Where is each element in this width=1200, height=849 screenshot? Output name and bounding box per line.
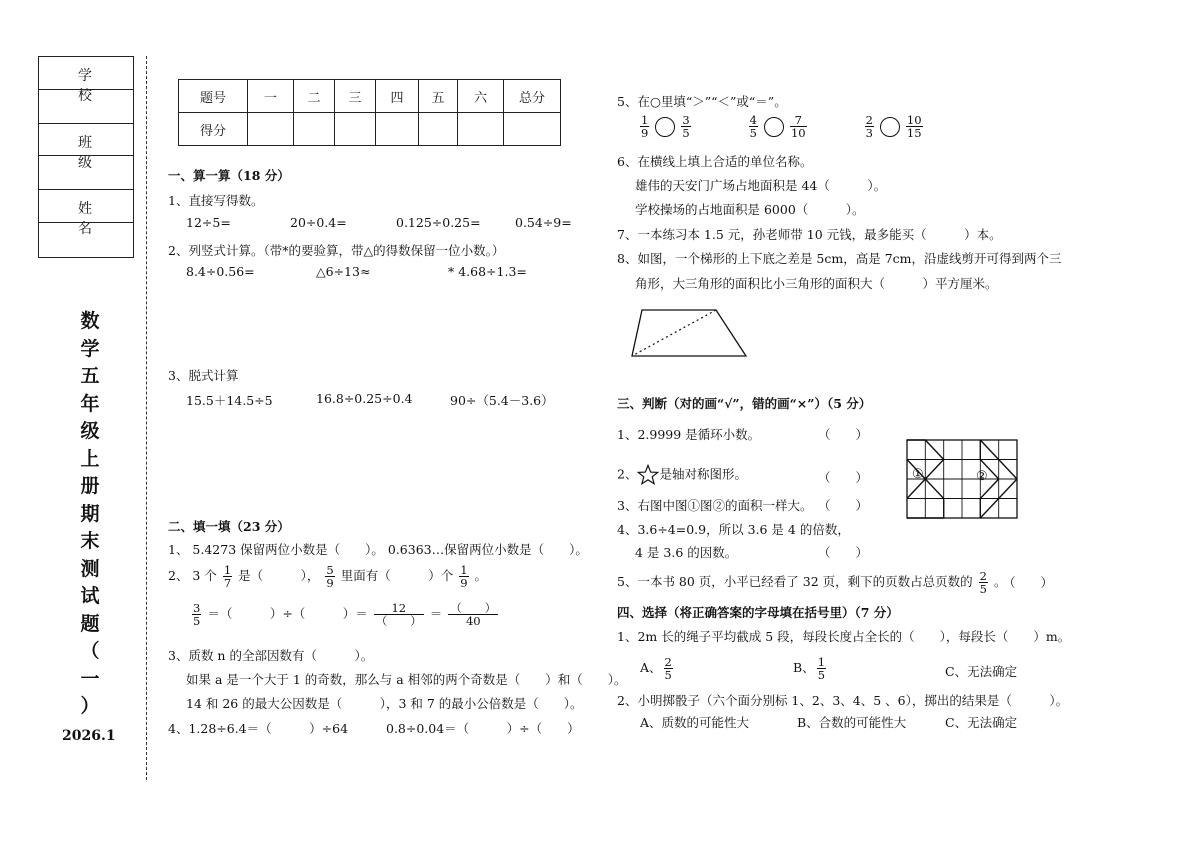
score-header-cell: 三 — [335, 80, 376, 113]
student-info-box — [38, 56, 146, 258]
s3-q4-line: 4、3.6÷4=0.9，所以 3.6 是 4 的倍数， — [617, 522, 850, 537]
star-icon — [637, 464, 659, 486]
school-label: 学 校 — [78, 68, 146, 104]
score-header-cell: 四 — [376, 80, 419, 113]
s2-q8-line: 8、如图，一个梯形的上下底之差是 5cm，高是 7cm，沿虚线剪开可得到两个三 — [617, 251, 1062, 266]
s2-q5-label: 5、在○里填“＞”“＜”或“＝”。 — [617, 94, 787, 109]
s2-q6-line: 6、在横线上填上合适的单位名称。 — [617, 154, 813, 169]
s4-q2-option-a[interactable]: A、质数的可能性大 — [640, 715, 750, 730]
section-2-heading: 二、填一填（23 分） — [168, 519, 290, 534]
s3-q3: 3、右图中图①图②的面积一样大。 — [617, 498, 813, 513]
s4-q2: 2、小明掷骰子（六个面分别标 1、2、3、4、5 、6），掷出的结果是（ ）。 — [617, 693, 1069, 708]
s1-q1-item: 20÷0.4= — [290, 215, 347, 230]
school-field[interactable] — [39, 57, 146, 124]
score-header-cell: 五 — [419, 80, 458, 113]
name-label: 姓 名 — [78, 201, 146, 238]
s2-q3-line: 3、质数 n 的全部因数有（ ）。 — [168, 648, 374, 663]
score-cell[interactable] — [335, 113, 376, 146]
s4-q1: 1、2m 长的绳子平均截成 5 段，每段长度占全长的（ ），每段长（ ）m。 — [617, 629, 1071, 644]
score-header-cell: 一 — [248, 80, 294, 113]
score-header-row — [179, 80, 561, 113]
figure-2-label: ② — [976, 469, 988, 484]
s3-q5-answer[interactable]: （ ） — [1003, 575, 1054, 590]
grid-figure — [906, 439, 1018, 519]
exam-date: 2026.1 — [62, 728, 116, 744]
binding-line — [146, 56, 147, 780]
class-field[interactable] — [39, 124, 146, 191]
s4-q1-option-b[interactable]: B、 $\frac{1}{5}$ — [793, 655, 826, 683]
compare-circle[interactable] — [764, 117, 784, 137]
s2-q8-line: 角形，大三角形的面积比小三角形的面积大（ ）平方厘米。 — [635, 276, 998, 291]
s4-q2-option-c[interactable]: C、无法确定 — [945, 715, 1018, 730]
s1-q3-item: 16.8÷0.25÷0.4 — [316, 391, 413, 406]
s3-q1: 1、2.9999 是循环小数。 — [617, 427, 761, 442]
s3-q4-answer[interactable]: （ ） — [818, 545, 869, 560]
compare-circle[interactable] — [655, 117, 675, 137]
s2-q4-item: 0.8÷0.04＝（ ）÷（ ） — [386, 721, 580, 736]
s3-q5: 5、一本书 80 页，小平已经看了 32 页，剩下的页数占总页数的 $\frac{2}{5}$ 。 — [617, 569, 1007, 597]
score-header-cell: 题号 — [179, 80, 248, 113]
score-row-label: 得分 — [179, 113, 248, 146]
s2-q5-compare: $\frac{1}{9}$ $\frac{3}{5}$ $\frac{4}{5}$ $\frac{7}{10}$ $\frac{2}{3}$ $\frac{10}{15}$ — [641, 113, 922, 141]
s1-q2-item: * 4.68÷1.3= — [448, 264, 527, 279]
exam-title: 数 学 五 年 级 上 册 期 末 测 试 题 （ 一 ） — [80, 310, 100, 717]
s1-q1-item: 0.125÷0.25= — [396, 215, 481, 230]
s1-q3-label: 3、脱式计算 — [168, 368, 239, 383]
s2-q3-line: 14 和 26 的最大公因数是（ ），3 和 7 的最小公倍数是（ ）。 — [186, 696, 583, 711]
s4-q1-option-c[interactable]: C、无法确定 — [945, 664, 1018, 679]
s1-q1-item: 0.54÷9= — [515, 215, 572, 230]
s3-q4-line: 4 是 3.6 的因数。 — [635, 545, 738, 560]
s3-q3-answer[interactable]: （ ） — [818, 498, 869, 513]
s2-q7: 7、一本练习本 1.5 元，孙老师带 10 元钱，最多能买（ ）本。 — [617, 227, 1002, 242]
section-3-heading: 三、判断（对的画“√”，错的画“×”）（5 分） — [617, 396, 872, 411]
s1-q2-item: 8.4÷0.56= — [186, 264, 255, 279]
score-cell[interactable] — [419, 113, 458, 146]
s3-q1-answer[interactable]: （ ） — [818, 427, 869, 442]
name-field[interactable] — [39, 190, 146, 257]
score-row — [179, 113, 561, 146]
score-cell[interactable] — [376, 113, 419, 146]
s3-q2-answer[interactable]: （ ） — [818, 470, 869, 485]
s2-q6-line: 雄伟的天安门广场占地面积是 44（ ）。 — [635, 178, 887, 193]
s2-q4-item: 4、1.28÷6.4＝（ ）÷64 — [168, 721, 349, 736]
s2-q3-line: 如果 a 是一个大于 1 的奇数，那么与 a 相邻的两个奇数是（ ）和（ ）。 — [186, 672, 627, 687]
score-cell[interactable] — [294, 113, 335, 146]
s2-q2-fraction-equation: $\frac{3}{5}$ ＝（ ）÷（ ）＝ 12 （ ） ＝ （ ） 40 — [193, 601, 497, 629]
s2-q6-line: 学校操场的占地面积是 6000（ ）。 — [635, 202, 865, 217]
class-label: 班 级 — [78, 134, 146, 171]
score-header-cell: 六 — [458, 80, 504, 113]
score-header-cell: 二 — [294, 80, 335, 113]
s3-q2: 2、 是轴对称图形。 — [617, 464, 747, 486]
score-table — [178, 79, 561, 146]
s4-q2-option-b[interactable]: B、合数的可能性大 — [797, 715, 907, 730]
section-1-heading: 一、算一算（18 分） — [168, 168, 290, 183]
s1-q2-item: △6÷13≈ — [316, 264, 371, 279]
figure-1-label: ① — [912, 467, 924, 482]
score-cell[interactable] — [248, 113, 294, 146]
score-cell[interactable] — [458, 113, 504, 146]
s4-q1-option-a[interactable]: A、 $\frac{2}{5}$ — [640, 655, 672, 683]
trapezoid-figure — [628, 304, 752, 362]
compare-circle[interactable] — [880, 117, 900, 137]
s1-q1-label: 1、直接写得数。 — [168, 193, 264, 208]
s2-q1: 1、 5.4273 保留两位小数是（ ）。 0.6363…保留两位小数是（ ）。 — [168, 542, 588, 557]
score-cell[interactable] — [504, 113, 561, 146]
score-header-cell: 总分 — [504, 80, 561, 113]
s1-q1-item: 12÷5= — [186, 215, 231, 230]
s1-q2-label: 2、列竖式计算。（带*的要验算，带△的得数保留一位小数。） — [168, 243, 505, 258]
s1-q3-item: 90÷（5.4－3.6） — [450, 393, 554, 408]
s2-q2: 2、 3 个 $\frac{1}{7}$ 是（ ）， $\frac{5}{9}$ 里面有（ ）个 $\frac{1}{9}$ 。 — [168, 563, 488, 591]
s1-q3-item: 15.5＋14.5÷5 — [186, 393, 273, 408]
section-4-heading: 四、选择（将正确答案的字母填在括号里）（7 分） — [617, 605, 899, 620]
